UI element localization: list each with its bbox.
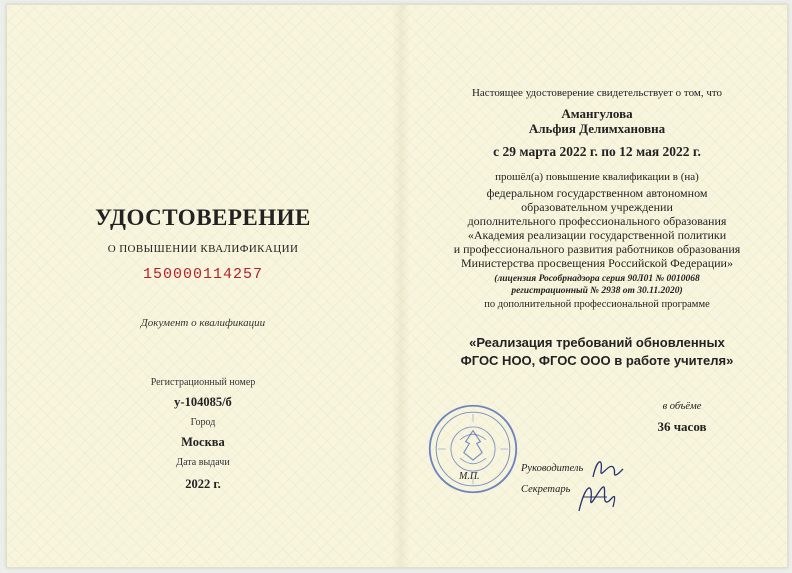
organization-line-2: образовательном учреждении bbox=[521, 200, 673, 214]
head-label: Руководитель bbox=[521, 463, 584, 474]
certificate-subtitle: О ПОВЫШЕНИИ КВАЛИФИКАЦИИ bbox=[107, 243, 299, 255]
organization-line-1: федеральном государственном автономном bbox=[486, 186, 708, 200]
license-line-2: регистрационный № 2938 от 30.11.2020) bbox=[511, 286, 683, 296]
passed-training-line: прошёл(а) повышение квалификации в (на) bbox=[495, 171, 699, 183]
document-type: Документ о квалификации bbox=[140, 317, 266, 329]
issue-date-label: Дата выдачи bbox=[176, 457, 230, 468]
program-title-line-2: ФГОС НОО, ФГОС ООО в работе учителя» bbox=[460, 353, 734, 368]
intro-line: Настоящее удостоверение свидетельствует о том, что bbox=[471, 87, 723, 99]
hours-value: 36 часов bbox=[657, 419, 707, 434]
organization-line-6: Министерства просвещения Российской Федерации» bbox=[461, 256, 733, 270]
stamp-place-label: М.П. bbox=[459, 471, 480, 482]
serial-number: 150000114257 bbox=[142, 266, 264, 283]
certificate-title: УДОСТОВЕРЕНИЕ bbox=[95, 205, 311, 230]
program-line: по дополнительной профессиональной программе bbox=[484, 299, 710, 310]
certificate-document bbox=[6, 4, 788, 568]
secretary-signature-icon bbox=[573, 477, 619, 519]
organization-line-4: «Академия реализации государственной политики bbox=[467, 228, 727, 242]
reg-number-label: Регистрационный номер bbox=[150, 377, 256, 388]
license-line-1: (лицензия Рособрнадзора серия 90Л01 № 0010068 bbox=[494, 274, 700, 284]
program-title-line-1: «Реализация требований обновленных bbox=[469, 335, 725, 350]
city-value: Москва bbox=[181, 435, 225, 449]
recipient-given-names: Альфия Делимхановна bbox=[528, 121, 666, 136]
recipient-surname: Амангулова bbox=[561, 106, 633, 121]
training-period: с 29 марта 2022 г. по 12 мая 2022 г. bbox=[493, 144, 701, 159]
organization-line-5: и профессионального развития работников образования bbox=[453, 242, 741, 256]
volume-label: в объёме bbox=[662, 401, 702, 412]
issue-date: 2022 г. bbox=[185, 477, 221, 491]
city-label: Город bbox=[190, 417, 216, 428]
organization-line-3: дополнительного профессионального образования bbox=[467, 214, 727, 228]
reg-number: у-104085/б bbox=[174, 395, 232, 409]
secretary-label: Секретарь bbox=[521, 484, 571, 495]
